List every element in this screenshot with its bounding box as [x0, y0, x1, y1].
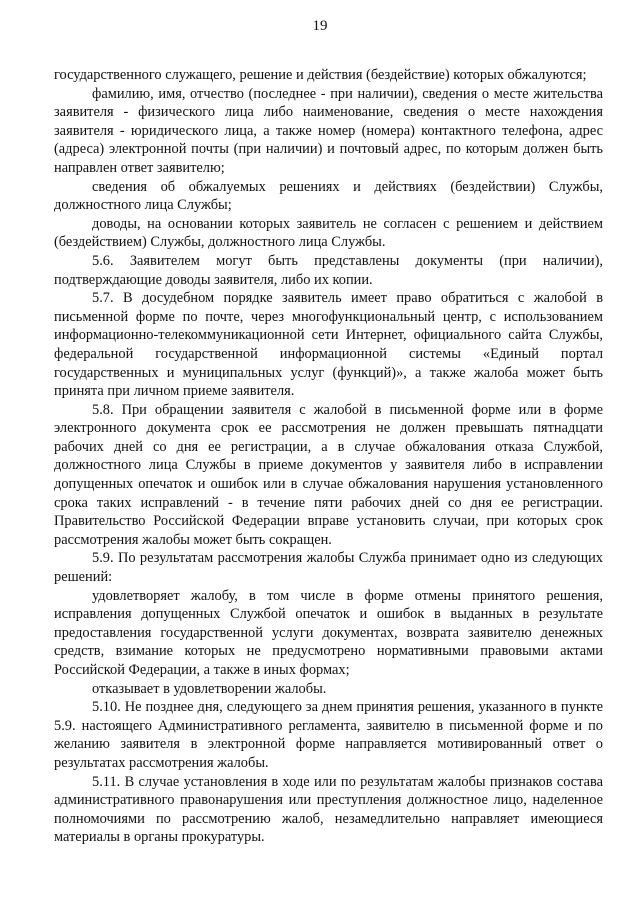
paragraph-4: доводы, на основании которых заявитель не согласен с решением и действием (бездействием) Службы, должностного лица Службы.: [54, 215, 603, 251]
paragraph-5-10: 5.10. Не позднее дня, следующего за днем принятия решения, указанного в пункте 5.9. настоящего Административного регламента, заявителю в письменной форме и по желанию заявителя в электронной форме направляется мотивированный ответ о результатах рассмотрения жалобы.: [54, 699, 603, 771]
paragraph-3: сведения об обжалуемых решениях и действиях (бездействии) Службы, должностного лица Службы;: [54, 178, 603, 214]
paragraph-1: государственного служащего, решение и действия (бездействие) которых обжалуются;: [54, 67, 587, 83]
document-body: [54, 66, 603, 847]
paragraph-5-8: 5.8. При обращении заявителя с жалобой в письменной форме или в форме электронного документа срок ее рассмотрения не должен превышать пятнадцати рабочих дней со дня ее регистрации, а в случае обжалования отказа Службой, должностного лица Службы в приеме документов у заявителя либо в исправлении допущенных опечаток и ошибок или в случае обжалования нарушения установленного срока таких исправлений - в течение пяти рабочих дней со дня ее регистрации. Правительство Российской Федерации вправе установить случаи, при которых срок рассмотрения жалобы может быть сокращен.: [54, 401, 603, 548]
paragraph-satisfy: удовлетворяет жалобу, в том числе в форме отмены принятого решения, исправления допущенных Службой опечаток и ошибок в выданных в результате предоставления государственной услуги документах, возврата заявителю денежных средств, взимание которых не предусмотрено нормативными правовыми актами Российской Федерации, а также в иных формах;: [54, 587, 603, 678]
paragraph-5-7: 5.7. В досудебном порядке заявитель имеет право обратиться с жалобой в письменной форме по почте, через многофункциональный центр, с использованием информационно-телекоммуникационной сети Интернет, официального сайта Службы, федеральной государственной информационной системы «Единый портал государственных и муниципальных услуг (функций)», а также жалоба может быть принята при личном приеме заявителя.: [54, 290, 603, 400]
paragraph-2: фамилию, имя, отчество (последнее - при наличии), сведения о месте жительства заявителя - физического лица либо наименование, сведения о месте нахождения заявителя - юридического лица, а также номер (номера) контактного телефона, адрес (адреса) электронной почты (при наличии) и почтовый адрес, по которым должен быть направлен ответ заявителю;: [54, 85, 603, 176]
page-number: 19: [312, 18, 328, 34]
paragraph-refuse: отказывает в удовлетворении жалобы.: [92, 680, 327, 697]
paragraph-5-11: 5.11. В случае установления в ходе или по результатам жалобы признаков состава административного правонарушения или преступления должностное лицо, наделенное полномочиями по рассмотрению жалоб, незамедлительно направляет имеющиеся материалы в органы прокуратуры.: [54, 773, 603, 846]
paragraph-5-6: 5.6. Заявителем могут быть представлены документы (при наличии), подтверждающие доводы заявителя, либо их копии.: [54, 252, 603, 288]
paragraph-5-9: 5.9. По результатам рассмотрения жалобы Служба принимает одно из следующих решений:: [54, 550, 603, 586]
